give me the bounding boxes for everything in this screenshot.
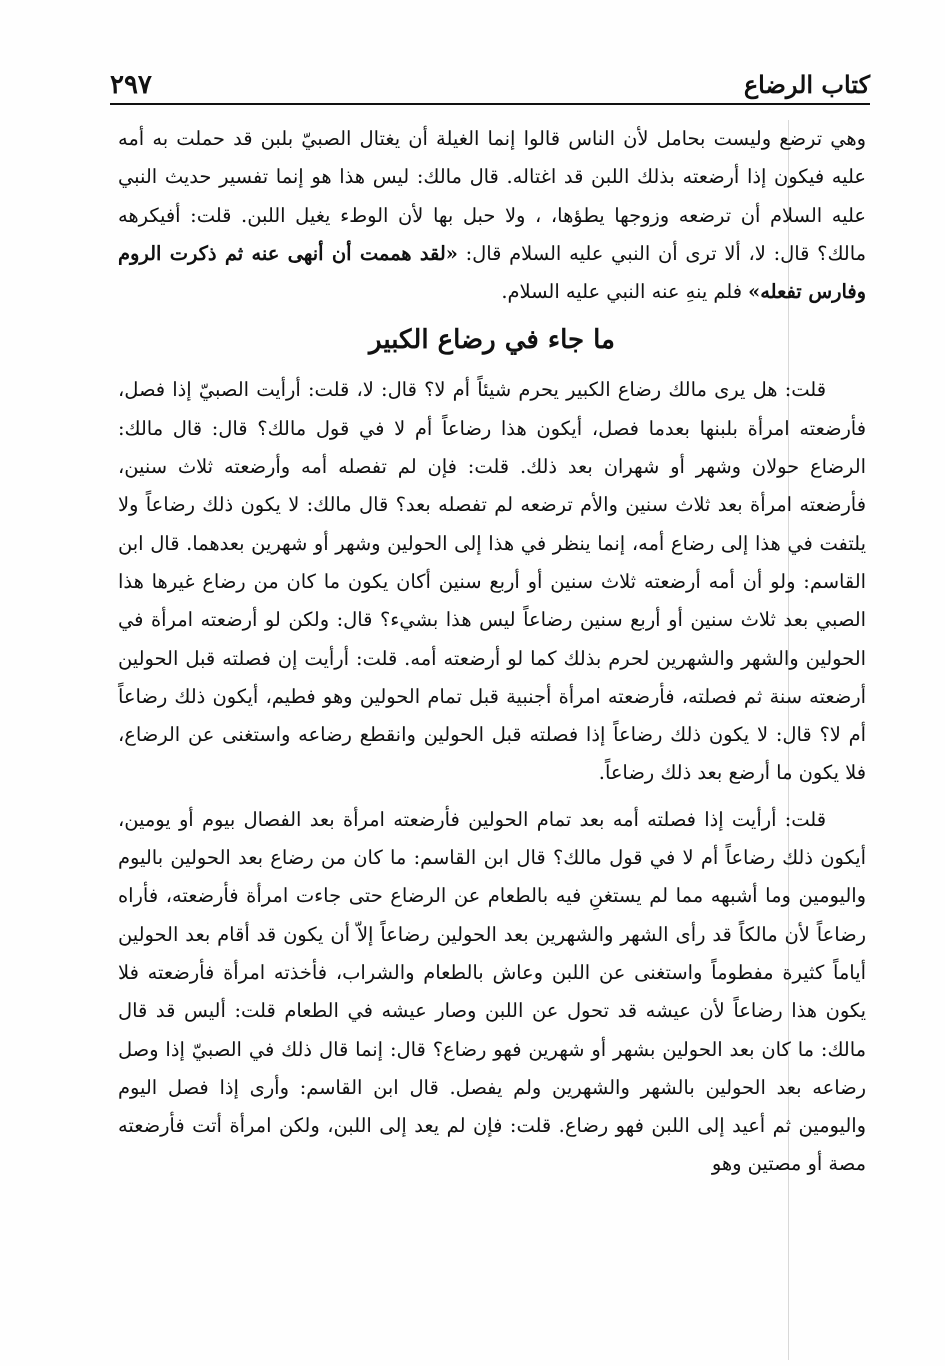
header-rule [110,103,870,105]
page-number: ٢٩٧ [110,70,152,100]
paragraph-3: قلت: أرأيت إذا فصلته أمه بعد تمام الحولين فأرضعته امرأة بعد الفصال بيوم أو يومين، أيكون ذلك رضاعاً أم لا في قول مالك؟ قال ابن القاسم: ما كان من رضاع بعد الحولين باليوم واليومين وما أشبهه مما لم يستغنِ فيه بالطعام عن الرضاع حتى جاءت امرأة فأرضعته، فأراه رضاعاً لأن مالكاً قد رأى الشهر والشهرين بعد الحولين رضاعاً إلاّ أن يكون قد أقام بعد الحولين أياماً كثيرة مفطوماً واستغنى عن اللبن وعاش بالطعام والشراب، فأخذته امرأة فأرضعته فلا يكون هذا رضاعاً لأن عيشه قد تحول عن اللبن وصار عيشه في الطعام قلت: أليس قد قال مالك: ما كان بعد الحولين بشهر أو شهرين فهو رضاع؟ قال: إنما قال ذلك في الصبيّ إذا وصل رضاعه بعد الحولين بالشهر والشهرين ولم يفصل. قال ابن القاسم: وأرى إذا فصل اليوم واليومين ثم أعيد إلى اللبن فهو رضاع. قلت: فإن لم يعد إلى اللبن، ولكن امرأة أتت فأرضعته مصة أو مصتين وهو [118,807,866,1176]
paragraph-1-text-b: فلم ينهِ عنه النبي عليه السلام. [501,280,749,304]
chapter-title: كتاب الرضاع [743,70,870,99]
paragraph-1 [118,120,866,311]
hadith-quote: «لقد هممت أن أنهى عنه ثم ذكرت الروم وفارس تفعله» [118,241,866,304]
page-body [118,120,866,1184]
paragraph-1-text-a: وهي ترضع وليست بحامل لأن الناس قالوا إنما الغيلة أن يغتال الصبيّ بلبن قد حملت به أمه عليه فيكون إذا أرضعته بذلك اللبن قد اغتاله. قال مالك: ليس هذا هو إنما تفسير حديث النبي عليه السلام أن ترضعه وزوجها يطؤها، ، ولا حبل بها لأن الوطء يغيل اللبن. قلت: أفيكرهه مالك؟ قال: لا، ألا ترى أن النبي عليه السلام قال: [118,127,866,265]
page-header [110,60,870,100]
section-heading: ما جاء في رضاع الكبير [369,325,615,356]
paragraph-2: قلت: هل يرى مالك رضاع الكبير يحرم شيئاً أم لا؟ قال: لا، قلت: أرأيت الصبيّ إذا فصل، فأرضعته امرأة بلبنها بعدما فصل، أيكون هذا رضاعاً أم لا في قول مالك؟ قال: قال مالك: الرضاع حولان وشهر أو شهران بعد ذلك. قلت: فإن لم تفصله أمه وأرضعته ثلاث سنين، فأرضعته امرأة بعد ثلاث سنين والأم ترضعه لم تفصله بعد؟ قال مالك: لا يكون ذلك رضاعاً ولا يلتفت في هذا إلى رضاع أمه، إنما ينظر في هذا إلى الحولين وشهر أو شهرين بعدهما. قال ابن القاسم: ولو أن أمه أرضعته ثلاث سنين أو أربع سنين أكان يكون ما كان من رضاع غيرها هذا الصبي بعد ثلاث سنين أو أربع سنين رضاعاً ليس هذا بشيء؟ قال: ولكن لو أرضعته امرأة في الحولين والشهر والشهرين لحرم بذلك كما لو أرضعته أمه. قلت: أرأيت إن فصلته قبل الحولين أرضعته سنة ثم فصلته، فأرضعته امرأة أجنبية قبل تمام الحولين وهو فطيم، أيكون ذلك رضاعاً أم لا؟ قال: لا يكون ذلك رضاعاً إذا فصلته قبل الحولين وانقطع رضاعه واستغنى عن الرضاع، فلا يكون ما أرضع بعد ذلك رضاعاً. [118,378,866,785]
